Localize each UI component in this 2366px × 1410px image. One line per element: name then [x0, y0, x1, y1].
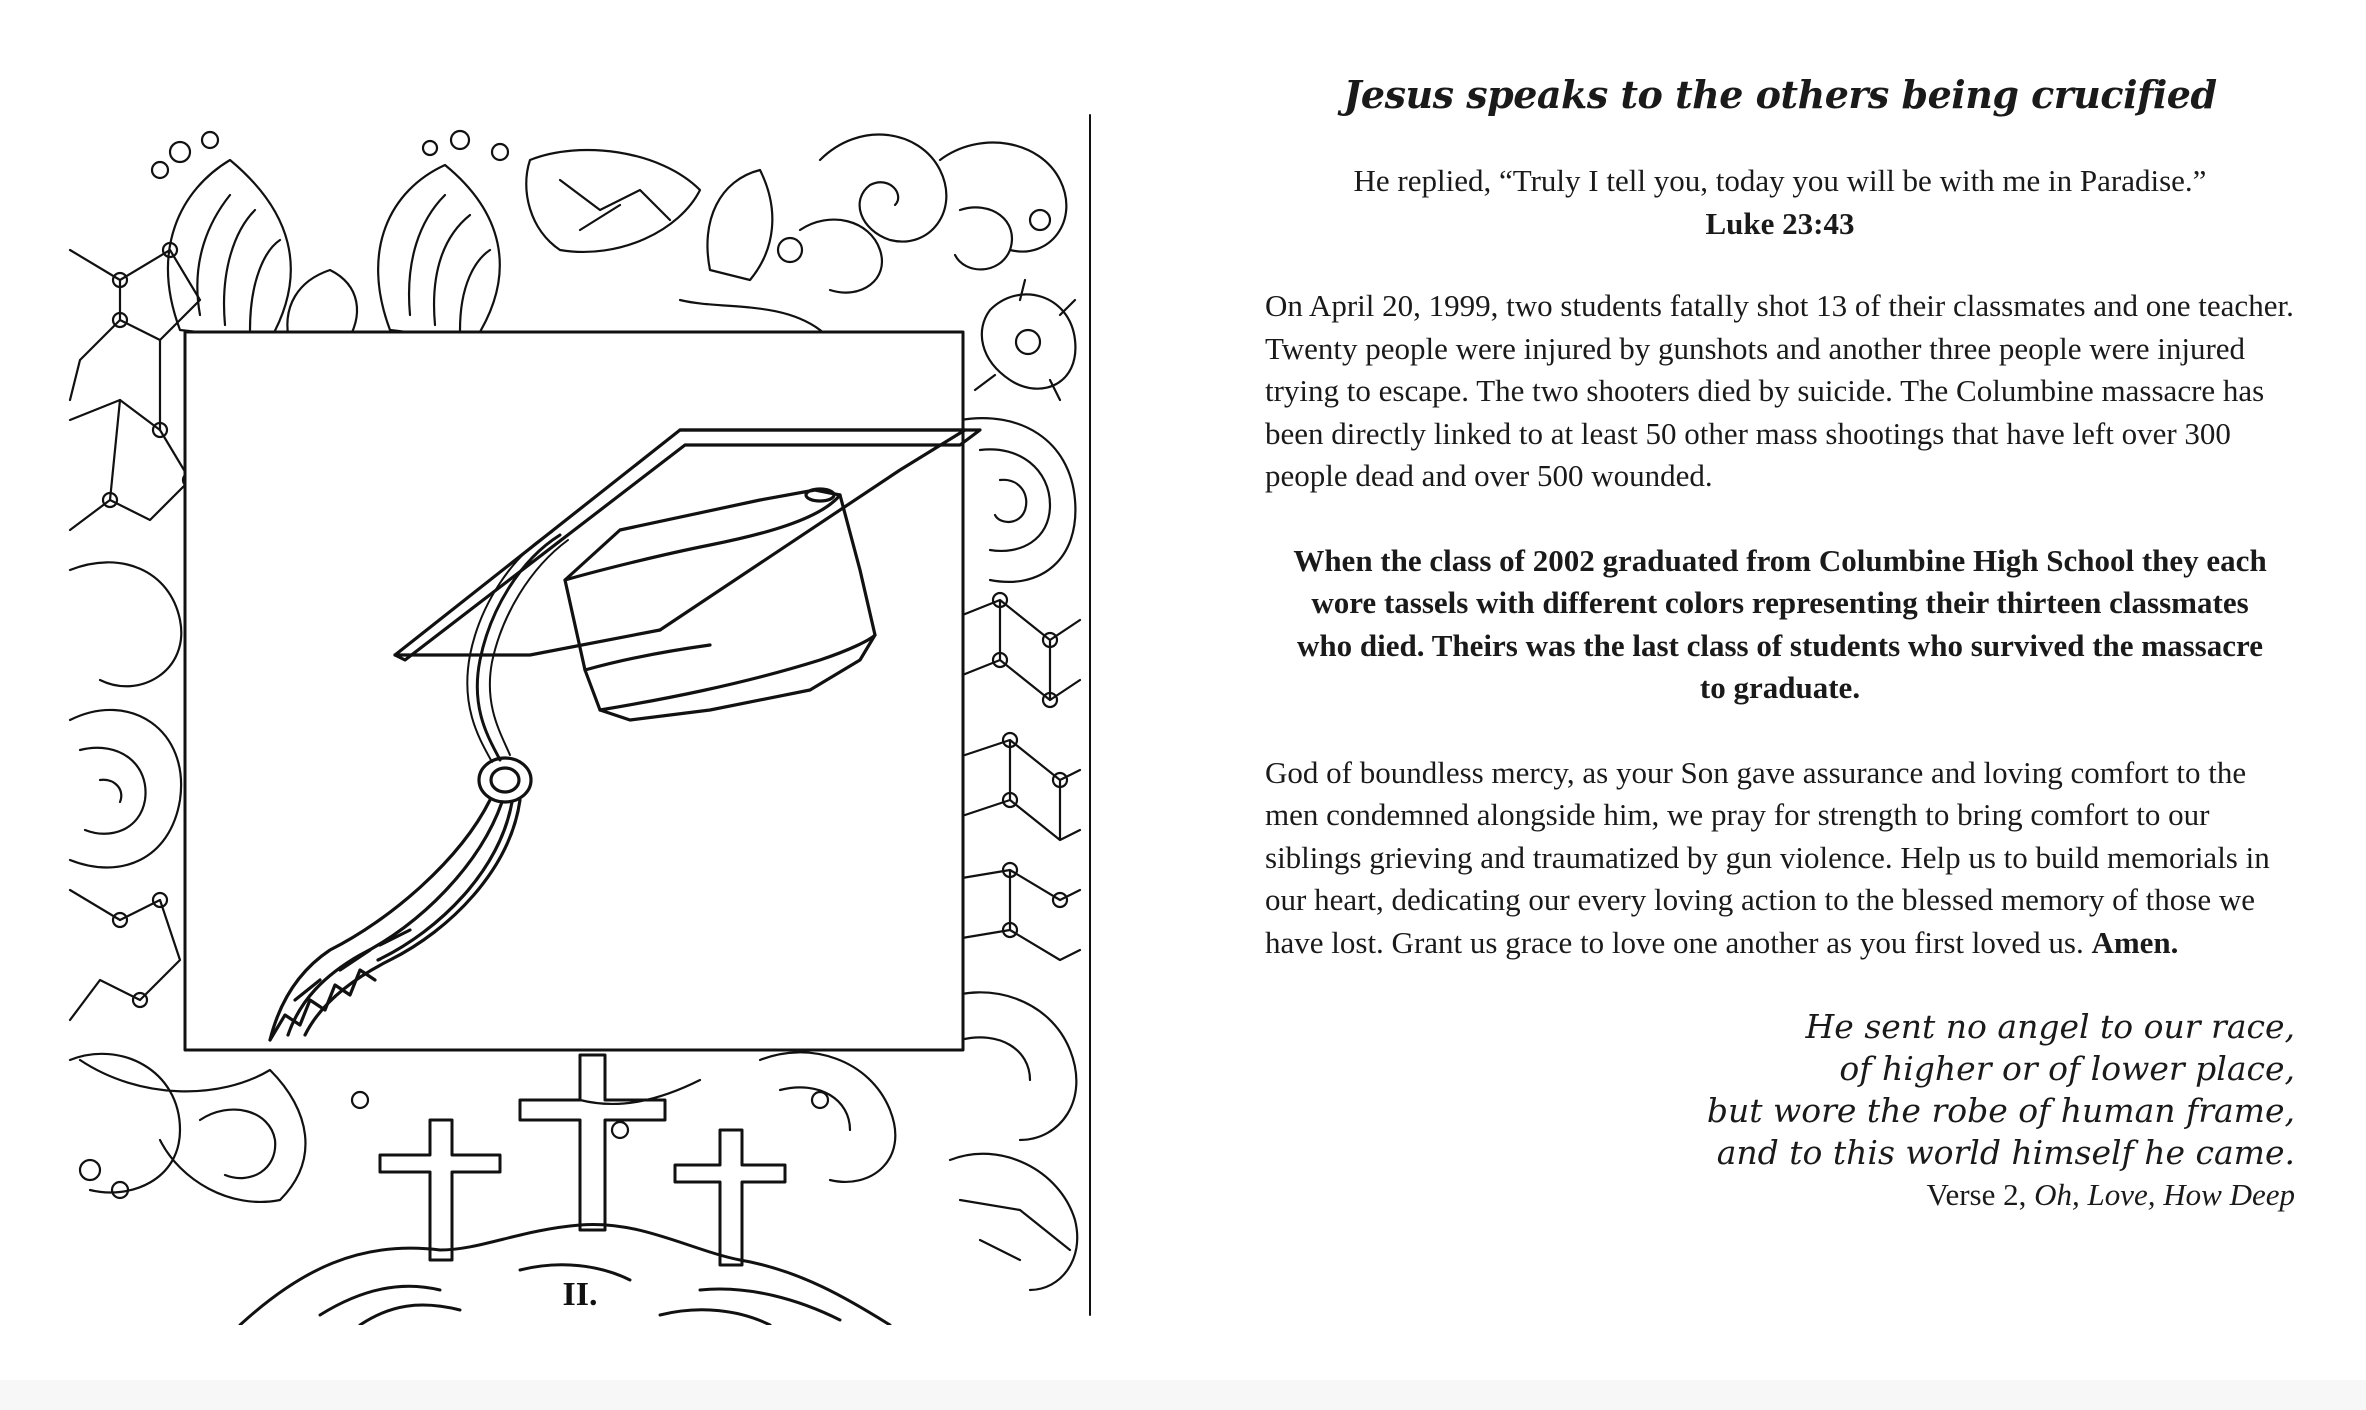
- prayer-text: God of boundless mercy, as your Son gave assurance and loving comfort to the men condemned alongside him, we pray for strength to bring comfort to our siblings grieving and traumatized by gun violence. Help us to build memorials in our heart, dedicating our every loving action to the blessed memory of those we have lost. Grant us grace to love one another as you first loved us.: [1265, 754, 2270, 960]
- inner-panel: [185, 332, 963, 1050]
- page-bottom-strip: [0, 1380, 2366, 1410]
- history-paragraph: On April 20, 1999, two students fatally shot 13 of their classmates and one teacher. Twenty people were injured by gunshots and another three people were injured trying to escape. The two shooters died by suicide. The Columbine massacre has been directly linked to at least 50 other mass shootings that have left over 300 people dead and over 500 wounded.: [1265, 288, 2294, 493]
- hymn-verse: [1265, 1006, 2295, 1174]
- hymn-line: but wore the robe of human frame,: [1706, 1091, 2295, 1130]
- illustration-page-number: II.: [562, 1276, 598, 1313]
- hymn-line: of higher or of lower place,: [1839, 1049, 2295, 1088]
- coloring-illustration: [60, 100, 1100, 1325]
- hymn-credit-title: Oh, Love, How Deep: [2034, 1177, 2295, 1212]
- prayer-amen: Amen.: [2091, 924, 2179, 960]
- hymn-line: He sent no angel to our race,: [1805, 1007, 2295, 1046]
- hymn-credit: [1265, 1174, 2295, 1216]
- page-title: Jesus speaks to the others being crucified: [1343, 72, 2217, 117]
- hymn-credit-prefix: Verse 2,: [1926, 1177, 2027, 1212]
- text-column: [1265, 72, 2295, 1216]
- tassel-paragraph: When the class of 2002 graduated from Columbine High School they each wore tassels with different colors representing their thirteen classmates who died. Theirs was the last class of students who survived the massacre to graduate.: [1293, 542, 2267, 705]
- prayer-paragraph: [1265, 752, 2295, 965]
- scripture-quote: He replied, “Truly I tell you, today you will be with me in Paradise.”: [1353, 163, 2207, 198]
- scripture-reference: Luke 23:43: [1705, 206, 1855, 241]
- hymn-line: and to this world himself he came.: [1716, 1133, 2295, 1172]
